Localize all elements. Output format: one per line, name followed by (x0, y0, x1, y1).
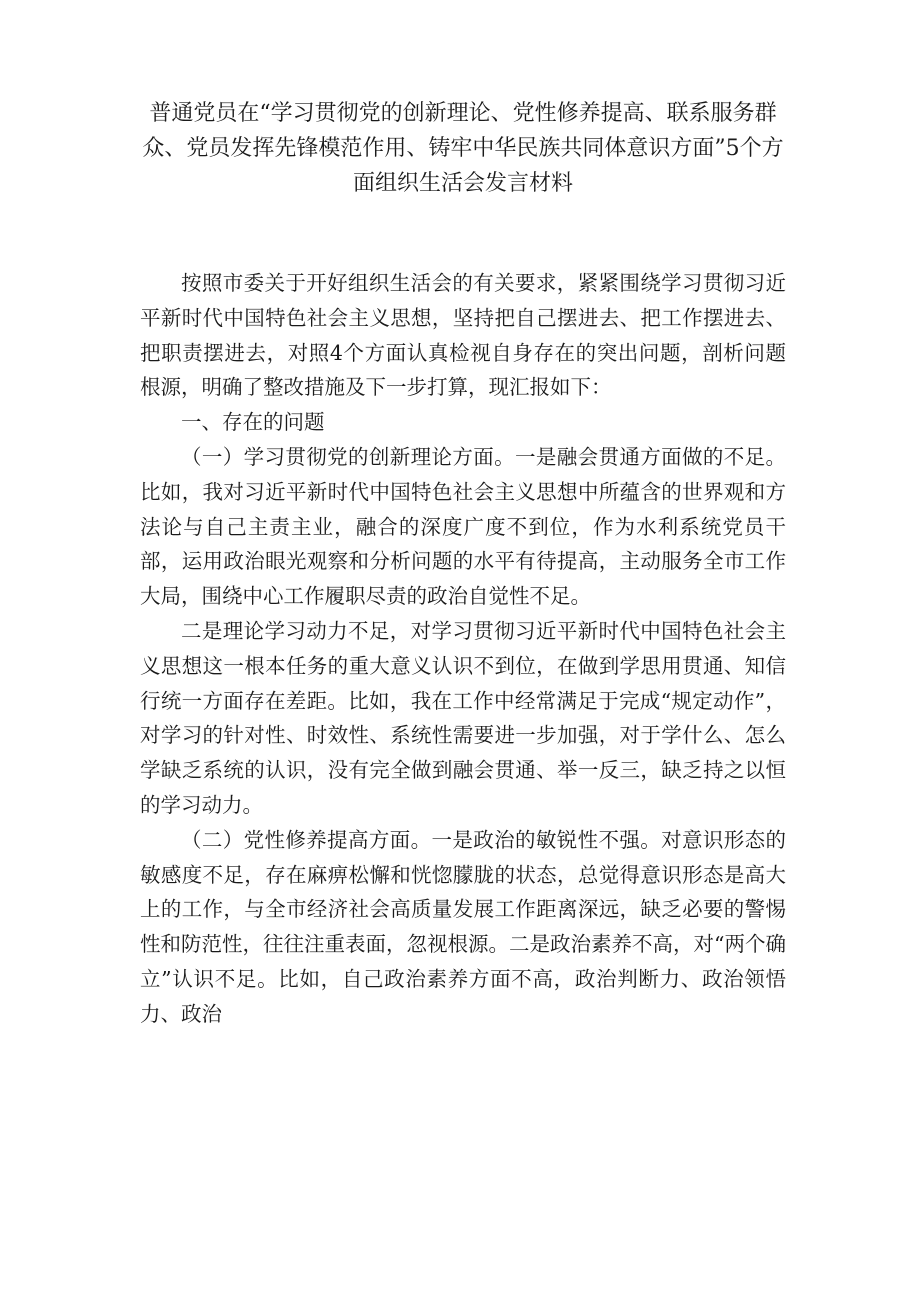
title-line-2: 众、党员发挥先锋模范作用、铸牢中华民族共同体意识方面”5个方 (142, 136, 784, 161)
paragraph-study-motivation: 二是理论学习动力不足，对学习贯彻习近平新时代中国特色社会主义思想这一根本任务的重大意义认识不到位，在做到学思用贯通、知信行统一方面存在差距。比如，我在工作中经常满足于完成“规定动作”，对学习的针对性、时效性、系统性需要进一步加强，对于学什么、怎么学缺乏系统的认识，没有完全做到融会贯通、举一反三，缺乏持之以恒的学习动力。 (140, 618, 786, 817)
title-line-1: 普通党员在“学习贯彻党的创新理论、党性修养提高、联系服务群 (149, 101, 777, 126)
section-heading-problems: 一、存在的问题 (181, 410, 325, 435)
title-line-3: 面组织生活会发言材料 (352, 171, 573, 196)
document-body (140, 266, 786, 1032)
intro-paragraph: 按照市委关于开好组织生活会的有关要求，紧紧围绕学习贯彻习近平新时代中国特色社会主义思想，坚持把自己摆进去、把工作摆进去、把职责摆进去，对照4个方面认真检视自身存在的突出问题，剖析问题根源，明确了整改措施及下一步打算，现汇报如下： (140, 271, 786, 400)
document-title (133, 96, 793, 201)
paragraph-theory-study: （一）学习贯彻党的创新理论方面。一是融会贯通方面做的不足。比如，我对习近平新时代中国特色社会主义思想中所蕴含的世界观和方法论与自己主责主业，融合的深度广度不到位，作为水利系统党员干部，运用政治眼光观察和分析问题的水平有待提高，主动服务全市工作大局，围绕中心工作履职尽责的政治自觉性不足。 (140, 444, 786, 609)
paragraph-party-cultivation: （二）党性修养提高方面。一是政治的敏锐性不强。对意识形态的敏感度不足，存在麻痹松懈和恍惚朦胧的状态，总觉得意识形态是高大上的工作，与全市经济社会高质量发展工作距离深远，缺乏必要的警惕性和防范性，往往注重表面，忽视根源。二是政治素养不高，对“两个确立”认识不足。比如，自己政治素养方面不高，政治判断力、政治领悟力、政治 (140, 827, 786, 1026)
